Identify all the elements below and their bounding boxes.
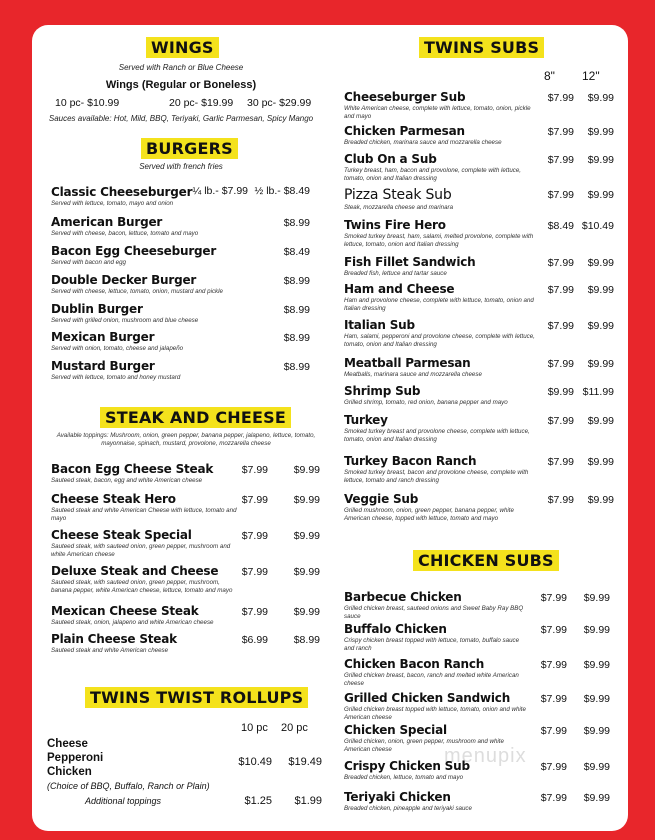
item-desc: Served with grilled onion, mushroom and blue cheese (51, 317, 199, 324)
steak-toppings: Available toppings: Mushroom, onion, green pepper, banana pepper, jalapeno, lettuce, tomato, mayonnaise, spinach, mustard, provolone, mozzarella cheese (56, 432, 316, 448)
item-name: Barbecue Chicken (344, 590, 462, 604)
item-desc: Steak, mozzarella cheese and marinara (344, 204, 454, 211)
price-small: $7.99 (540, 725, 567, 737)
price-large: $8.99 (283, 217, 310, 229)
item-name: Deluxe Steak and Cheese (51, 564, 219, 578)
price-small: $7.99 (547, 415, 574, 427)
price-small: $7.99 (241, 464, 268, 476)
watermark: menupix (444, 745, 527, 767)
price-small: $7.99 (547, 257, 574, 269)
price-small: $7.99 (241, 606, 268, 618)
item-name: Bacon Egg Cheeseburger (51, 244, 217, 258)
item-name: Ham and Cheese (344, 282, 455, 296)
item-name: Turkey (344, 413, 388, 427)
price-large: $9.99 (587, 320, 614, 332)
item-desc: Served with bacon and egg (51, 259, 126, 266)
item-desc: Smoked turkey breast, bacon and provolone cheese, complete with lettuce, tomato and ranch dressing (344, 469, 529, 485)
item-desc: Sauteed steak and white American cheese (51, 647, 169, 654)
item-desc: Served with onion, tomato, cheese and jalapeño (51, 345, 184, 352)
item-name: Twins Fire Hero (344, 218, 446, 232)
item-desc: Sauteed steak, with sauteed onion, green pepper, mushroom and white American cheese (51, 543, 231, 559)
item-name: Cheese Steak Special (51, 528, 192, 542)
wings-subtitle: Wings (Regular or Boneless) (105, 79, 257, 91)
item-desc: Grilled chicken, onion, green pepper, mushroom and white American cheese (344, 738, 504, 754)
item-name: Pizza Steak Sub (344, 187, 452, 203)
item-name: Mexican Burger (51, 330, 155, 344)
price-small: $7.99 (547, 456, 574, 468)
item-desc: Grilled shrimp, tomato, red onion, banana pepper and mayo (344, 399, 508, 406)
item-name: Italian Sub (344, 318, 415, 332)
price-small: $7.99 (547, 494, 574, 506)
price-quarter-lb: ¼ lb.- $7.99 (192, 185, 248, 197)
item-desc: Grilled chicken breast, sauteed onions and Sweet Baby Ray BBQ sauce (344, 605, 524, 621)
price-large: $9.99 (587, 126, 614, 138)
price-large: $9.99 (293, 494, 320, 506)
price-large: $9.99 (583, 761, 610, 773)
price-small: $9.99 (547, 386, 574, 398)
price-small: $7.99 (547, 92, 574, 104)
price-large: $11.99 (582, 386, 614, 398)
price-large: $8.99 (283, 275, 310, 287)
steak-title: STEAK AND CHEESE (100, 407, 291, 428)
wings-title: WINGS (146, 37, 219, 58)
price-small: $7.99 (241, 494, 268, 506)
item-name: American Burger (51, 215, 163, 229)
wings-sauces: Sauces available: Hot, Mild, BBQ, Teriyaki, Garlic Parmesan, Spicy Mango (48, 114, 314, 123)
item-desc: Sauteed steak, with sauteed onion, green pepper, mushroom, banana pepper, white American cheese, lettuce, tomato and mayo (51, 579, 233, 595)
item-desc: Served with cheese, lettuce, tomato, onion, mustard and pickle (51, 288, 223, 295)
item-name: Chicken Parmesan (344, 124, 465, 138)
price-large: $9.99 (583, 659, 610, 671)
item-name: Bacon Egg Cheese Steak (51, 462, 214, 476)
price-large: $9.99 (583, 792, 610, 804)
price-small: $8.49 (547, 220, 574, 232)
price-small: $7.99 (540, 693, 567, 705)
price-small: $7.99 (540, 624, 567, 636)
item-name: Chicken Special (344, 723, 447, 737)
item-name: Grilled Chicken Sandwich (344, 691, 511, 705)
price-small: $7.99 (540, 792, 567, 804)
price-large: $9.99 (587, 257, 614, 269)
subs-title: TWINS SUBS (419, 37, 544, 58)
price-small: $7.99 (547, 126, 574, 138)
menu-sheet (32, 25, 628, 831)
subs-col-12in: 12" (582, 69, 600, 83)
item-name: Club On a Sub (344, 152, 437, 166)
price-large: $9.99 (587, 494, 614, 506)
flavor-chicken: Chicken (47, 766, 92, 778)
item-name: Teriyaki Chicken (344, 790, 451, 804)
wings-option-10: 10 pc- $10.99 (55, 97, 120, 109)
wings-option-30: 30 pc- $29.99 (247, 97, 312, 109)
item-name: Veggie Sub (344, 492, 419, 506)
item-desc: Sauteed steak, bacon, egg and white American cheese (51, 477, 203, 484)
additional-price-10: $1.25 (244, 795, 272, 807)
item-desc: Served with lettuce, tomato, mayo and onion (51, 200, 174, 207)
item-desc: Grilled chicken breast, bacon, ranch and melted white American cheese (344, 672, 519, 688)
price-large: $9.99 (293, 464, 320, 476)
item-desc: Ham, salami, pepperoni and provolone cheese, complete with lettuce, tomato, onion and Italian dressing (344, 333, 535, 349)
price-large: $9.99 (583, 693, 610, 705)
item-name: Shrimp Sub (344, 384, 421, 398)
price-large: $8.99 (283, 332, 310, 344)
item-desc: Sauteed steak and white American Cheese with lettuce, tomato and mayo (51, 507, 237, 523)
price-small: $7.99 (547, 358, 574, 370)
item-desc: Breaded chicken, lettuce, tomato and mayo (344, 774, 464, 781)
price-small: $7.99 (547, 284, 574, 296)
item-name: Buffalo Chicken (344, 622, 447, 636)
price-large: $9.99 (293, 606, 320, 618)
price-large: $9.99 (583, 624, 610, 636)
price-large: $8.99 (283, 304, 310, 316)
wings-served: Served with Ranch or Blue Cheese (118, 63, 244, 72)
price-large: $9.99 (587, 284, 614, 296)
price-half-lb: ½ lb.- $8.49 (254, 185, 310, 197)
price-small: $7.99 (547, 154, 574, 166)
item-desc: Grilled mushroom, onion, green pepper, banana pepper, white American cheese, topped with lettuce, tomato and mayo (344, 507, 514, 523)
price-small: $7.99 (241, 530, 268, 542)
price-small: $7.99 (547, 189, 574, 201)
item-name: Mustard Burger (51, 359, 155, 373)
wings-option-20: 20 pc- $19.99 (169, 97, 234, 109)
item-name: Crispy Chicken Sub (344, 759, 470, 773)
item-desc: White American cheese, complete with lettuce, tomato, onion, pickle and mayo (344, 105, 531, 121)
rollups-title: TWINS TWIST ROLLUPS (85, 687, 308, 708)
additional-price-20: $1.99 (294, 795, 322, 807)
price-large: $9.99 (293, 530, 320, 542)
item-desc: Crispy chicken breast topped with lettuce, tomato, buffalo sauce and ranch (344, 637, 520, 653)
item-desc: Breaded chicken, pineapple and teriyaki sauce (344, 805, 472, 812)
price-large: $8.49 (283, 246, 310, 258)
price-small: $7.99 (547, 320, 574, 332)
price-large: $9.99 (587, 189, 614, 201)
item-name: Classic Cheeseburger (51, 185, 193, 199)
flavor-cheese: Cheese (47, 738, 88, 750)
item-name: Turkey Bacon Ranch (344, 454, 477, 468)
price-large: $9.99 (587, 456, 614, 468)
item-name: Plain Cheese Steak (51, 632, 177, 646)
item-desc: Breaded chicken, marinara sauce and mozzarella cheese (344, 139, 502, 146)
rollups-additional: Additional toppings (85, 796, 162, 806)
price-small: $6.99 (241, 634, 268, 646)
price-large: $9.99 (587, 92, 614, 104)
rollups-price-20: $19.49 (288, 756, 322, 768)
item-name: Double Decker Burger (51, 273, 197, 287)
price-large: $9.99 (583, 725, 610, 737)
item-desc: Sauteed steak, onion, jalapeno and white American cheese (51, 619, 214, 626)
item-desc: Smoked turkey breast, ham, salami, melted provolone, complete with lettuce, tomato, onion and Italian dressing (344, 233, 534, 249)
rollups-col-20pc: 20 pc (281, 722, 308, 734)
price-large: $9.99 (587, 358, 614, 370)
item-desc: Turkey breast, ham, bacon and provolone, complete with lettuce, tomato, onion and Italian dressing (344, 167, 522, 183)
subs-col-8in: 8" (544, 69, 555, 83)
price-large: $10.49 (581, 220, 614, 232)
item-desc: Smoked turkey breast and provolone cheese, complete with lettuce, tomato, onion and Italian dressing (344, 428, 530, 444)
price-small: $7.99 (540, 592, 567, 604)
item-name: Fish Fillet Sandwich (344, 255, 476, 269)
price-small: $7.99 (241, 566, 268, 578)
item-name: Dublin Burger (51, 302, 143, 316)
burgers-title: BURGERS (141, 138, 238, 159)
chicken-title: CHICKEN SUBS (413, 550, 559, 571)
item-name: Meatball Parmesan (344, 356, 471, 370)
rollups-choice: (Choice of BBQ, Buffalo, Ranch or Plain) (47, 781, 210, 791)
item-name: Cheeseburger Sub (344, 90, 466, 104)
price-small: $7.99 (540, 659, 567, 671)
rollups-col-10pc: 10 pc (241, 722, 268, 734)
item-name: Cheese Steak Hero (51, 492, 176, 506)
price-large: $9.99 (583, 592, 610, 604)
item-desc: Meatballs, marinara sauce and mozzarella cheese (344, 371, 482, 378)
rollups-flavors (47, 737, 103, 779)
item-desc: Grilled chicken breast topped with lettuce, tomato, onion and white American cheese (344, 706, 526, 722)
item-desc: Ham and provolone cheese, complete with lettuce, tomato, onion and Italian dressing (344, 297, 534, 313)
price-large: $9.99 (293, 566, 320, 578)
price-large: $8.99 (283, 361, 310, 373)
item-name: Mexican Cheese Steak (51, 604, 199, 618)
flavor-pepperoni: Pepperoni (47, 752, 104, 764)
item-desc: Breaded fish, lettuce and tartar sauce (344, 270, 447, 277)
item-desc: Served with lettuce, tomato and honey mustard (51, 374, 181, 381)
item-name: Chicken Bacon Ranch (344, 657, 485, 671)
price-large: $9.99 (587, 154, 614, 166)
price-large: $9.99 (587, 415, 614, 427)
price-small: $7.99 (540, 761, 567, 773)
rollups-price-10: $10.49 (238, 756, 272, 768)
item-desc: Served with cheese, bacon, lettuce, tomato and mayo (51, 230, 199, 237)
burgers-served: Served with french fries (139, 162, 223, 171)
price-large: $8.99 (293, 634, 320, 646)
